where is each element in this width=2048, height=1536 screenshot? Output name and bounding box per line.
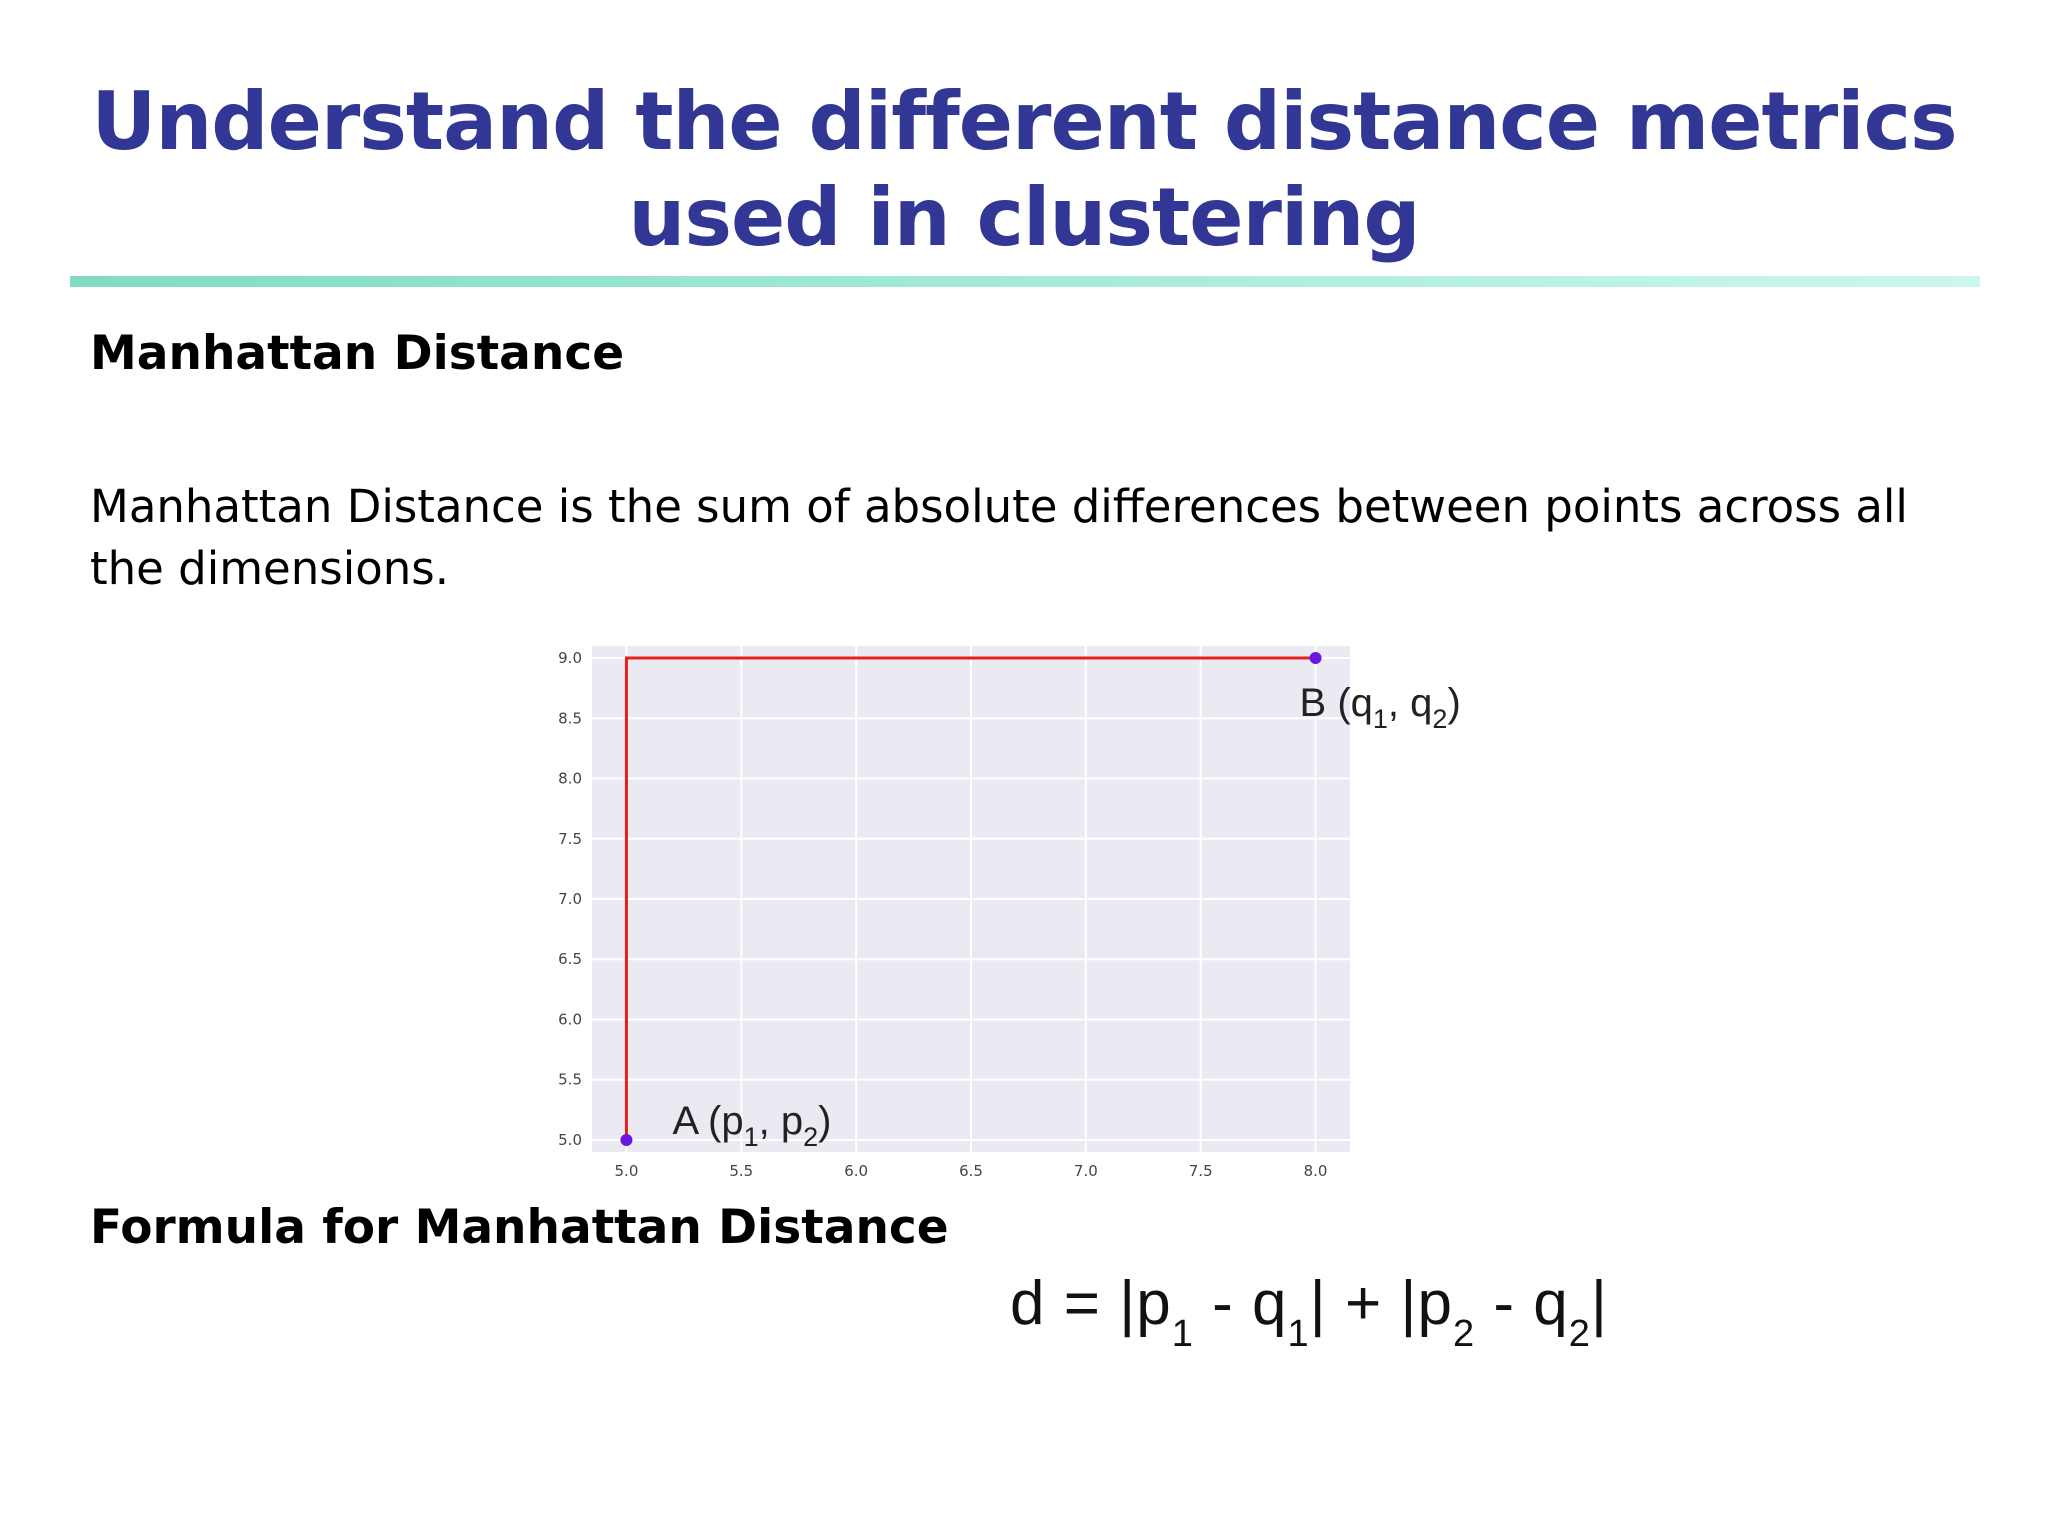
y-tick-label: 6.0 xyxy=(558,1010,582,1029)
description-paragraph: Manhattan Distance is the sum of absolute differences between points across all the dimensions. xyxy=(90,480,1908,595)
x-tick-label: 7.0 xyxy=(1073,1162,1098,1180)
x-tick-label: 5.5 xyxy=(729,1162,754,1180)
y-tick-label: 9.0 xyxy=(558,649,582,668)
x-tick-label: 7.5 xyxy=(1188,1162,1213,1180)
y-tick-label: 6.5 xyxy=(558,950,582,969)
y-tick-label: 8.0 xyxy=(558,769,582,788)
y-tick-label: 7.5 xyxy=(558,829,582,848)
slide-title-line-1: Understand the different distance metrics xyxy=(91,75,1957,168)
formula-p1-sub: 1 xyxy=(1171,1313,1194,1355)
slide-title-line-2: used in clustering xyxy=(628,171,1420,264)
formula-plus: + xyxy=(1326,1269,1401,1338)
y-tick-label: 8.5 xyxy=(558,709,582,728)
x-tick-label: 6.0 xyxy=(844,1162,869,1180)
formula-q1: q xyxy=(1251,1269,1288,1338)
formula-p1: p xyxy=(1136,1269,1172,1338)
data-point xyxy=(1310,652,1322,664)
y-tick-label: 7.0 xyxy=(558,890,582,908)
formula-q2: q xyxy=(1533,1269,1569,1338)
x-tick-label: 8.0 xyxy=(1303,1162,1328,1180)
y-tick-label: 5.0 xyxy=(558,1130,582,1149)
x-tick-label: 5.0 xyxy=(614,1162,639,1180)
formula-heading: Formula for Manhattan Distance xyxy=(90,1200,949,1255)
point-label: A ($p_1$, $p_2$) xyxy=(672,1098,832,1152)
formula-lhs: d = xyxy=(1010,1269,1120,1338)
data-point xyxy=(620,1134,632,1146)
formula-p2: p xyxy=(1417,1269,1453,1338)
manhattan-formula xyxy=(1010,1268,1608,1356)
formula-minus-2: - xyxy=(1475,1269,1534,1338)
point-label: B ($q_1$, $q_2$) xyxy=(1299,681,1461,735)
formula-abs-open-1: | xyxy=(1119,1269,1137,1338)
formula-abs-close-1: | xyxy=(1309,1269,1327,1338)
section-heading: Manhattan Distance xyxy=(90,326,625,381)
formula-minus-1: - xyxy=(1193,1269,1252,1338)
formula-p2-sub: 2 xyxy=(1452,1313,1476,1355)
x-tick-label: 6.5 xyxy=(959,1162,983,1180)
formula-abs-open-2: | xyxy=(1400,1269,1418,1338)
formula-q2-sub: 2 xyxy=(1568,1313,1591,1355)
y-tick-label: 5.5 xyxy=(558,1070,582,1089)
formula-q1-sub: 1 xyxy=(1287,1313,1310,1355)
formula-abs-close-2: | xyxy=(1590,1269,1608,1338)
